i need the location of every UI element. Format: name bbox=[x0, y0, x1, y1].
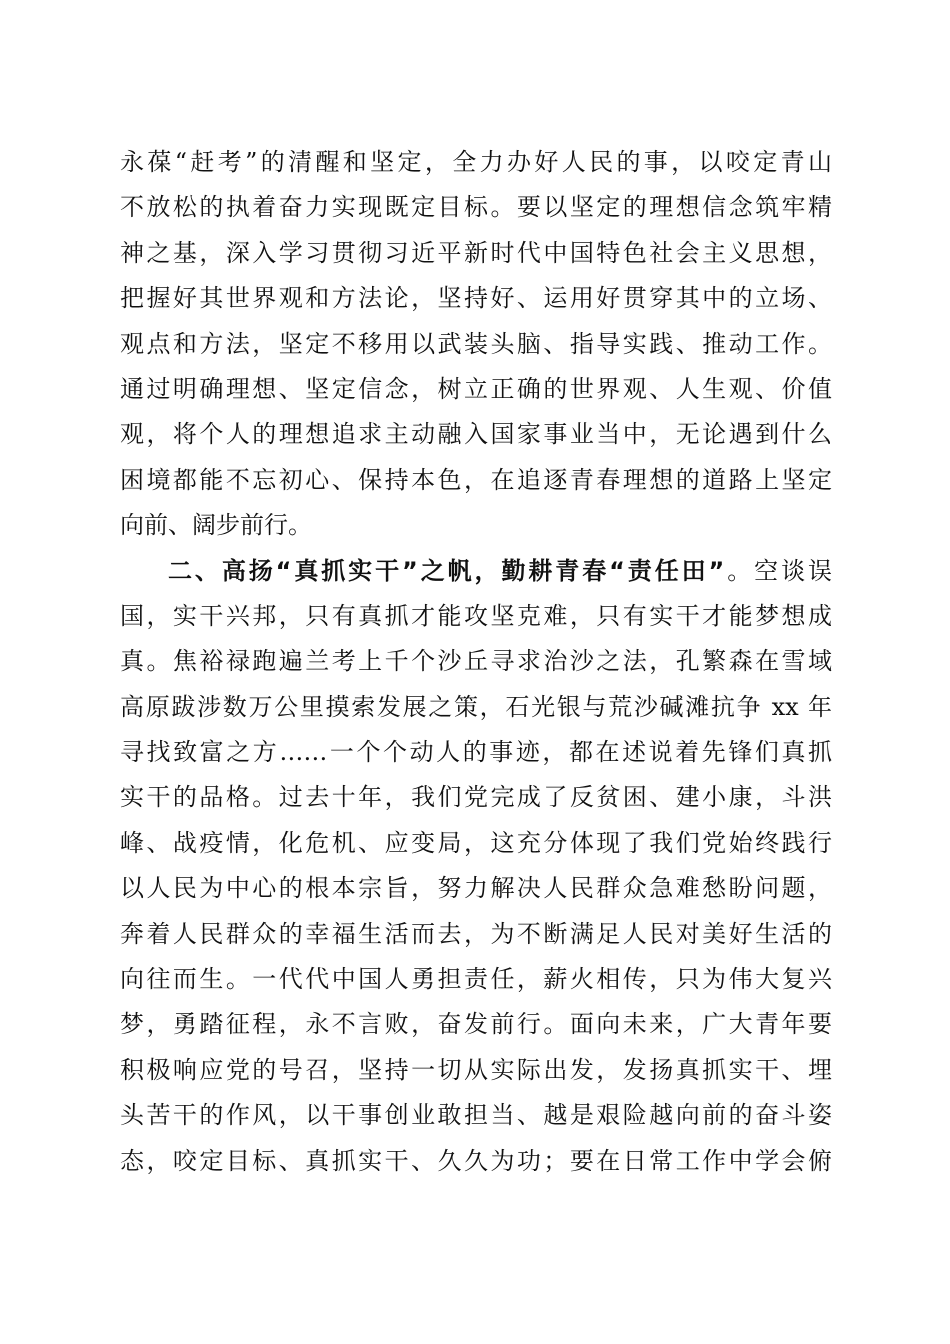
text-line: 不放松的执着奋力实现既定目标。要以坚定的理想信念筑牢精 bbox=[120, 193, 832, 222]
text-line: 寻找致富之方……一个个动人的事迹，都在述说着先锋们真抓 bbox=[120, 738, 832, 767]
text-line: 高原跋涉数万公里摸索发展之策，石光银与荒沙碱滩抗争 xx 年 bbox=[120, 692, 832, 721]
text-line: 向往而生。一代代中国人勇担责任，薪火相传，只为伟大复兴 bbox=[120, 965, 832, 994]
text-line: 永葆“赶考”的清醒和坚定，全力办好人民的事，以咬定青山 bbox=[120, 148, 832, 176]
paragraph-hard-work bbox=[120, 549, 832, 1184]
paragraph-ideals bbox=[120, 140, 832, 549]
text-line: 神之基，深入学习贯彻习近平新时代中国特色社会主义思想， bbox=[120, 238, 832, 267]
heading-line-rest: 。空谈误 bbox=[724, 556, 833, 585]
text-line: 梦，勇踏征程，永不言败，奋发前行。面向未来，广大青年要 bbox=[120, 1010, 832, 1039]
text-line: 峰、战疫情，化危机、应变局，这充分体现了我们党始终践行 bbox=[120, 828, 832, 857]
text-line: 通过明确理想、坚定信念，树立正确的世界观、人生观、价值 bbox=[120, 374, 832, 403]
text-line: 真。焦裕禄跑遍兰考上千个沙丘寻求治沙之法，孔繁森在雪域 bbox=[120, 647, 832, 676]
text-line: 观，将个人的理想追求主动融入国家事业当中，无论遇到什么 bbox=[120, 420, 832, 449]
text-line: 国，实干兴邦，只有真抓才能攻坚克难，只有实干才能梦想成 bbox=[120, 601, 832, 630]
text-line: 态，咬定目标、真抓实干、久久为功；要在日常工作中学会俯 bbox=[120, 1146, 832, 1175]
text-line: 向前、阔步前行。 bbox=[120, 511, 312, 540]
text-line: 把握好其世界观和方法论，坚持好、运用好贯穿其中的立场、 bbox=[120, 284, 832, 313]
text-line: 头苦干的作风，以干事创业敢担当、越是艰险越向前的奋斗姿 bbox=[120, 1101, 832, 1130]
text-line: 积极响应党的号召，坚持一切从实际出发，发扬真抓实干、埋 bbox=[120, 1055, 832, 1084]
text-line: 奔着人民群众的幸福生活而去，为不断满足人民对美好生活的 bbox=[120, 919, 832, 948]
text-line: 观点和方法，坚定不移用以武装头脑、指导实践、推动工作。 bbox=[120, 329, 832, 358]
document-body bbox=[120, 140, 832, 1184]
section-heading: 二、高扬“真抓实干”之帆，勤耕青春“责任田” bbox=[168, 556, 725, 585]
text-line: 困境都能不忘初心、保持本色，在追逐青春理想的道路上坚定 bbox=[120, 465, 832, 494]
section-heading-line bbox=[120, 549, 832, 594]
text-line: 以人民为中心的根本宗旨，努力解决人民群众急难愁盼问题， bbox=[120, 874, 832, 903]
text-line: 实干的品格。过去十年，我们党完成了反贫困、建小康，斗洪 bbox=[120, 783, 832, 812]
